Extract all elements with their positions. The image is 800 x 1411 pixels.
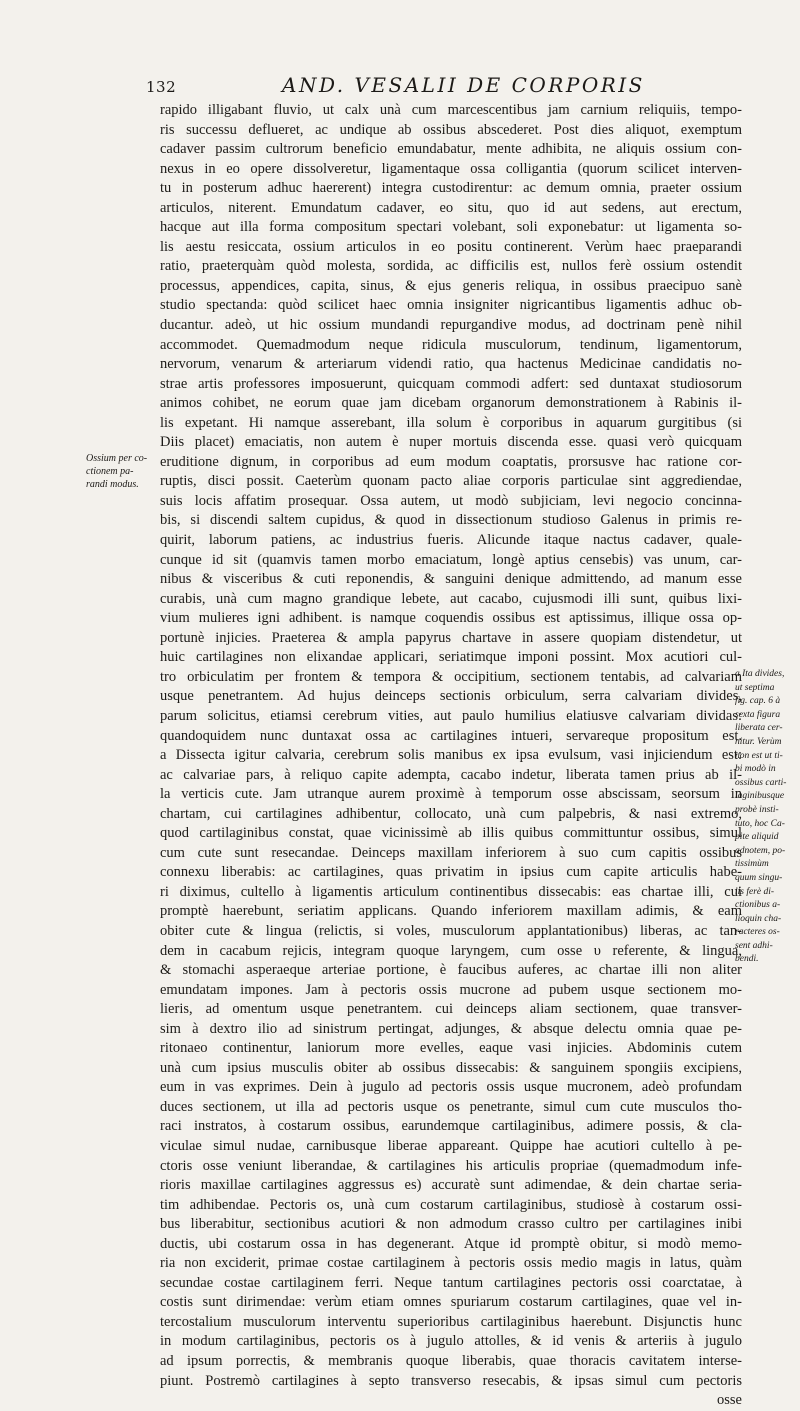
margin-note-line: ctionem pa- [86,466,134,477]
margin-note-line: a Ita divides, [735,669,785,679]
text-line: nibus & visceribus & cuti reponendis, & sanguini denique admittendo, ad manum esse [160,571,742,588]
text-line: ris successu deflueret, ac undique ab ossibus abscederet. Post dies aliquot, exemptum [160,121,742,138]
text-line: ducantur. adeò, ut hic ossium mundandi repurgandive modus, ad doctrinam penè nihil [160,317,742,334]
body-text [160,101,742,1411]
text-line: tu in posterum adhuc haererent) integra custodirentur: ac demum omnia, praeter ossium [160,180,742,197]
text-line: costis sunt dirimendae: verùm etiam omnes spuriarum costarum cartilagines, quae vel in- [160,1294,742,1311]
text-line: accommodet. Quemadmodum neque ridicula musculorum, tendinum, ligamentorum, [160,336,742,353]
margin-note-line: bendi. [735,954,759,965]
text-line: nervorum, venarum & arteriarum videndi ratio, qua hactenus Medicinae candidatis no- [160,356,742,373]
text-line: la verticis cute. Jam utranque aurem proximè à temporum osse abscissam, seorsum in [160,786,742,803]
text-line: tercostalium musculorum interventu superioribus cartilaginibus haerebunt. Disjunctis hunc [160,1313,742,1330]
text-line: cunque id sit (quamvis tamen morbo emaciatum, longè aptius censebis) vas unum, car- [160,551,742,568]
margin-note-line: sexta figura [735,709,781,720]
text-line: sim à dextro ilio ad sinistrum pertingat, adjunges, & absque delectu omnia quae pe- [160,1020,742,1037]
text-line: animos cohibet, ne eorum quae jam dicebam organorum demonstrationem à Rabinis il- [160,395,742,412]
text-line: a Dissecta igitur calvaria, cerebrum solis manibus ex ipsa evulsum, vasi injiciendum est: [160,747,742,764]
text-line: ductis, ubi costarum ossa in has degenerant. Atque id promptè obitur, si modò memo- [160,1235,742,1252]
text-line: lieris, ad omentum usque penetrantem. cui deinceps aliam sectionem, quae transver- [160,1001,742,1018]
text-line: osse [717,1392,742,1409]
margin-note-line: ut septima [735,682,775,693]
text-line: obiter cute & lingua (relictis, si voles, musculorum applantationibus) liberas, ac tan- [160,922,742,939]
text-line: & stomachi asperaeque arteriae portione, è faucibus auferes, ac chartae illi non aliter [160,962,742,979]
text-line: quandoquidem nunc duntaxat ossa ac cartilagines intueri, servareque propositum est. [160,727,742,744]
text-line: unà cum ipsius musculis obiter ab ossibus dissecabis: & sanguinem spongiis excipiens, [160,1059,742,1076]
margin-note-line: Ossium per co- [86,453,148,464]
margin-note-line: lioquin cha- [735,913,782,924]
text-line: ritonaeo continentur, laniorum more evelles, eaque vasi injicies. Abdominis cutem [160,1040,742,1057]
text-line: emundatam impones. Jam à pectoris ossis mucrone ad pubem usque sectionem mo- [160,981,742,998]
text-line: lis expetant. Hi namque asserebant, illa solum è corporibus in aquarum gurgitibus (si [160,414,742,431]
margin-note-line: quum singu- [735,872,783,883]
text-line: ratio, praeterquàm quòd molesta, sordida, ac difficilis est, nullos ferè ossium ostendit [160,258,742,275]
text-line: hacque aut illa forma compositum spectari volebant, soli exponebatur: ut ligamenta so- [160,219,742,236]
text-line: studio spectanda: quòd scilicet haec omnia insigniter nigricantibus ligamentis adhuc ob- [160,297,742,314]
text-line: eum in vas exprimes. Dein à jugulo ad pectoris ossis usque mucronem, adeò profundam [160,1079,742,1096]
text-line: duces sectionem, ut illa ad pectoris usque os penetrante, simul cum cute musculos tho- [160,1098,742,1115]
text-line: quirit, laborum patiens, ac industrius fueris. Alicunde itaque nactus cadaver, quale- [160,532,742,549]
text-line: ctoris osse veniunt liberandae, & cartilagines his articulis propriae (quemadmodum infe- [160,1157,742,1174]
page-number: 132 [146,78,177,96]
text-line: tro orbiculatim per frontem & tempora & occipitium, sectionem tentabis, ad calvariam [160,668,742,685]
text-line: dem in cacabum rejicis, integram quoque laryngem, cum osse υ referente, & lingua, [160,942,742,959]
margin-note-line: laginibusque [735,791,785,802]
running-title: AND. VESALII DE CORPORIS [282,73,645,97]
margin-note-line: sent adhi- [735,940,773,951]
text-line: rapido illigabant fluvio, ut calx unà cum marcescentibus jam carnium reliquiis, tempo- [160,102,742,118]
text-line: promptè haerebunt, seriatim applicans. Quando inferiorem maxillam adimis, & eam [160,903,742,920]
margin-note-line: ctionibus a- [735,900,781,911]
text-line: eruditione dignum, in corporibus ad eum modum coaptatis, prorsusve hac ratione cor- [160,453,742,470]
text-line: bus liberabitur, sectionibus acutiori & non admodum crasso cultro per cartilagines inibi [160,1216,742,1233]
text-line: suis locis affatim prosequar. Ossa autem, ut modò subjiciam, levi negocio concinna- [160,492,742,509]
text-line: rioris maxillae cartilagines aggressus es) accuratè sunt adimendae, & dein chartae seria- [160,1177,742,1194]
text-line: secundae costae cartilaginem ferri. Neque tantum cartilagines pectoris ossi coarctatae, à [160,1274,742,1291]
margin-note-line: racteres os- [735,927,780,938]
text-line: ria non exciderit, primae costae cartilaginem à pectoris ossis medio magis in latus, quàm [160,1255,742,1272]
margin-note-line: pite aliquid [735,832,779,843]
margin-note-line: bi modò in [735,764,776,775]
text-line: portunè injicies. Praeterea & ampla papyrus chartave in assere quopiam distendetur, ut [160,629,742,646]
text-line: Diis placet) emaciatis, non autem è nuper mortuis discenda esse. quasi verò quicquam [160,434,742,451]
text-line: cum cute sunt resecandae. Deinceps maxillam inferiorem à suo cum capitis ossibus [160,844,742,861]
text-line: nexus in eo opere dissolveretur, ligamentaque ossa colligantia (quorum scilicet interven- [160,160,742,177]
text-line: ac calvariae pars, à reliquo capite adempta, cacabo indetur, liberata tamen prius ab il- [160,766,742,783]
text-line: in modum cartilaginibus, pectoris os à jugulo attolles, & id venis & arteriis à jugulo [160,1333,742,1350]
text-line: ri diximus, cultello à ligamentis articulum continentibus dissecabis: eas chartae illi, cui [160,883,742,900]
margin-note-left [86,452,158,491]
text-line: ad ipsum porrectis, & membranis quoque liberabis, quae thoracis cavitatem interse- [160,1353,742,1369]
text-line: raci instratos, à costarum ossibus, earundemque cartilaginibus, adimere possis, & cla- [160,1118,742,1135]
text-line: piunt. Postremò cartilagines à septo transverso resecabis, & ipsas simul cum pectoris [160,1372,742,1389]
margin-note-line: probè insti- [735,804,779,815]
text-line: tim adhibendae. Pectoris os, unà cum costarum cartilaginibus, studiosè à costarum ossi- [160,1196,742,1213]
text-line: connexu liberabis: ac cartilagines, quas privatim in ipsius cum capite articulis habe- [160,864,742,881]
margin-note-line: randi modus. [86,479,139,490]
margin-note-line: lis ferè di- [735,886,775,897]
text-line: vium mulieres igni adhibent. is namque coquendis ossibus est aptissimus, illique ossa op- [160,610,742,627]
margin-note-line: fig. cap. 6 à [735,696,781,707]
text-line: ruptis, disci possit. Caeterùm quonam pacto aliae corporis particulae sint aggrediendae, [160,473,742,490]
margin-note-line: adnotem, po- [735,845,786,856]
text-line: quod cartilaginibus constat, quae vicinissimè ab illis quibus committuntur ossibus, simul [160,825,742,842]
text-line: strae artis professores imposuerunt, quicquam commodi adfert: sed duntaxat studiosorum [160,375,742,392]
text-line: lis aestu resiccata, ossium articulos in eo positu continerent. Verùm haec praeparandi [160,238,742,255]
margin-note-line: ossibus carti- [735,777,787,788]
text-line: usque penetrantem. Ad hujus deinceps sectionis orbiculum, serra calvariam divides, [160,688,742,705]
margin-note-line: liberata cer- [735,723,783,734]
text-line: cadaver passim cultrorum beneficio emundabatur, mente adhibita, ne aliquis ossium con- [160,141,742,158]
margin-note-line: nitur. Verùm [735,736,782,747]
text-line: parum solicitus, etiamsi cerebrum vities, aut paulo humilius elatiusve calvariam dividas: [160,707,742,724]
text-line: curabis, unà cum magno grandique lebete, aut cacabo, cujusmodi illi sunt, quibus lixi- [160,590,742,607]
margin-note-line: tuto, hoc Ca- [735,818,785,829]
text-line: bis, si discendi saltem cupidus, & quod in dissectionum studioso Galenus in primis re- [160,512,742,529]
margin-note-line: non est ut ti- [735,750,783,761]
text-line: chartam, cui cartilagines adhibentur, collocato, unà cum palpebris, & nasi extremo, [160,805,742,822]
text-line: articulos, niterent. Emundatum cadaver, eo situ, quo id aut sedens, aut erectum, [160,199,742,216]
text-line: huic cartilagines non elixandae applicari, seriatimque imponi possint. Mox acutiori cul- [160,649,742,666]
text-line: processus, appendices, capita, sinus, & ejus generis reliqua, in ossibus praecipuo sanè [160,277,742,294]
text-line: viculae simul nudae, carnibusque liberae appareant. Quippe hae acutiori cultello à pe- [160,1137,742,1154]
margin-note-right [735,668,797,967]
margin-note-line: tissimùm [735,859,769,870]
